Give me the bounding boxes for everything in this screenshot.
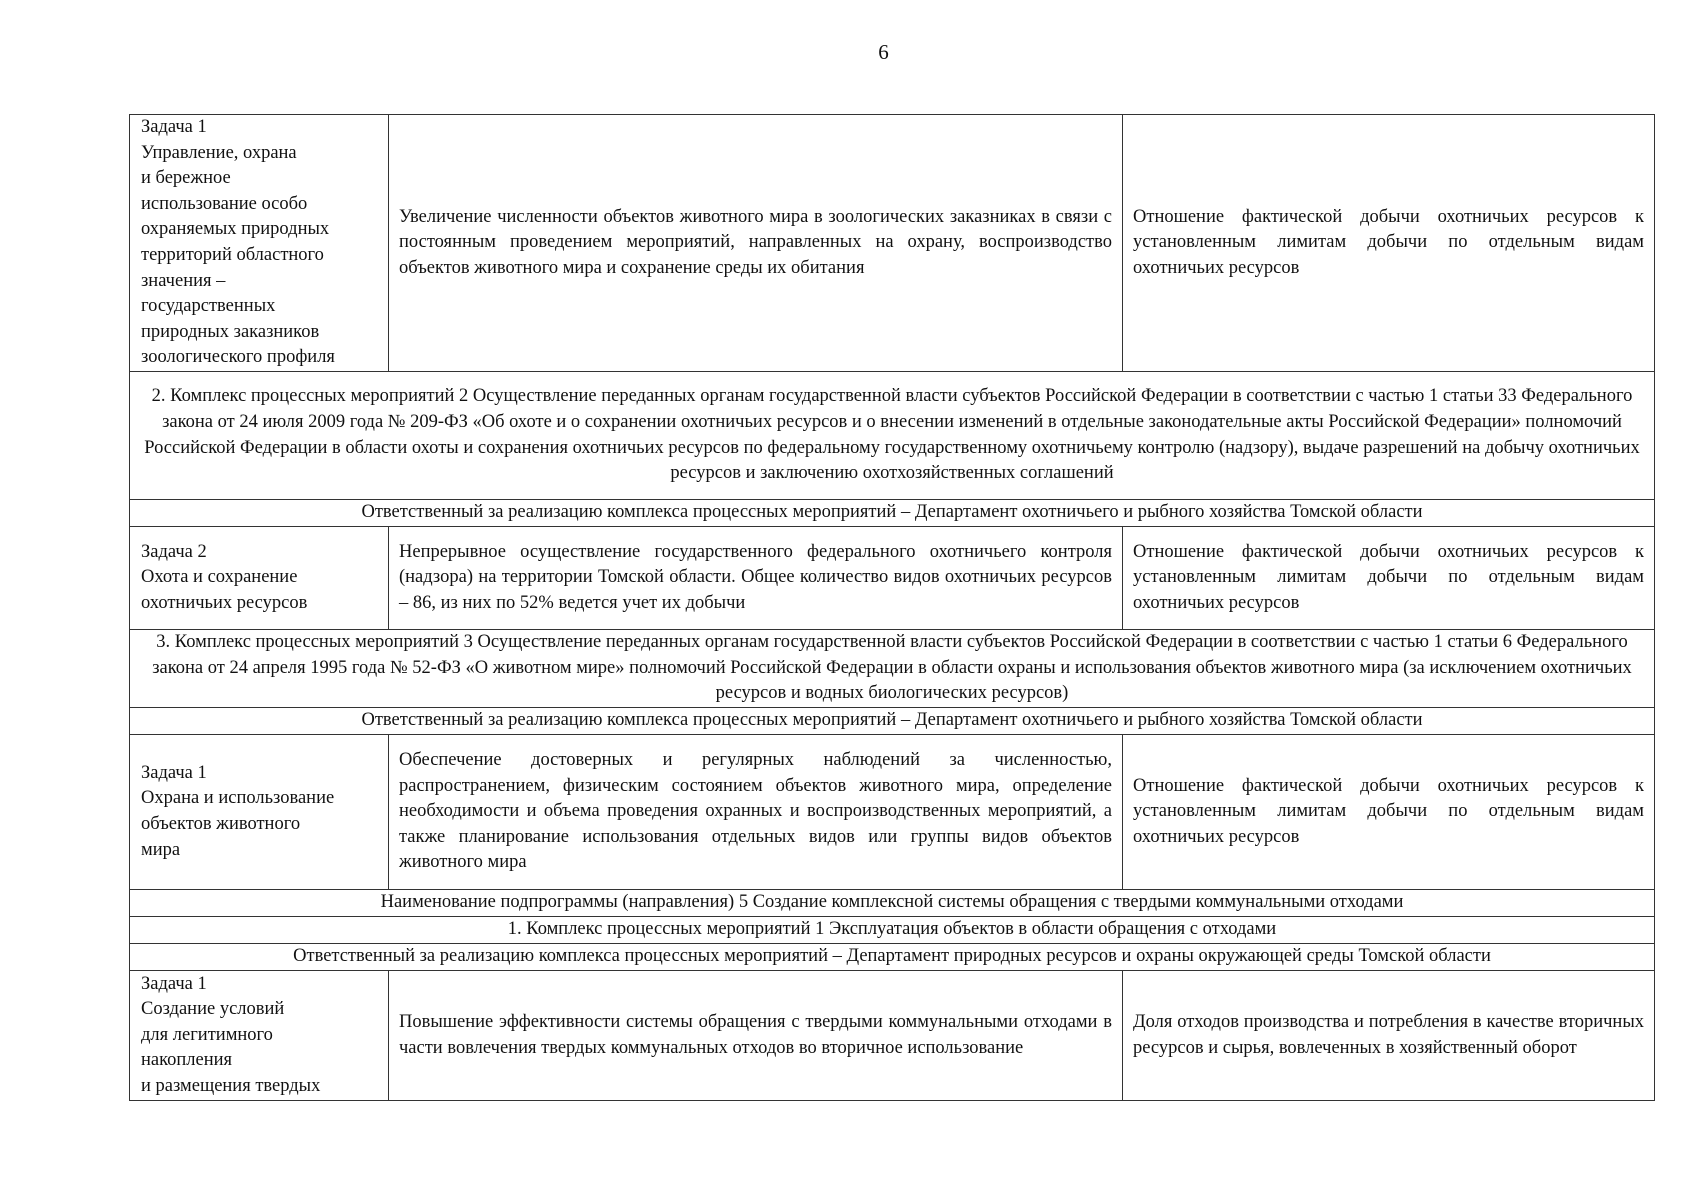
- responsible-text: Ответственный за реализацию комплекса процессных мероприятий – Департамент природных ресурсов и охраны окружающей среды Томской области: [130, 944, 1655, 971]
- section-row: [130, 917, 1655, 944]
- section-row: [130, 630, 1655, 708]
- goal-cell: Повышение эффективности системы обращения с твердыми коммунальными отходами в части вовлечения твердых коммунальных отходов во вторичное использование: [389, 971, 1123, 1101]
- task-text: Задача 2 Охота и сохранение охотничьих ресурсов: [141, 541, 308, 613]
- program-table: [129, 114, 1655, 1101]
- responsible-row: [130, 708, 1655, 735]
- task-cell: [130, 735, 389, 890]
- indicator-cell: Отношение фактической добычи охотничьих ресурсов к установленным лимитам добычи по отдельным видам охотничьих ресурсов: [1123, 735, 1655, 890]
- indicator-cell: Отношение фактической добычи охотничьих ресурсов к установленным лимитам добычи по отдельным видам охотничьих ресурсов: [1123, 115, 1655, 372]
- subprogram-title: Наименование подпрограммы (направления) 5 Создание комплексной системы обращения с твердыми коммунальными отходами: [130, 890, 1655, 917]
- goal-cell: Обеспечение достоверных и регулярных наблюдений за численностью, распространением, физическим состоянием объектов животного мира, определение необходимости и объема проведения охранных и воспроизводственных мероприятий, а также планирование использования отдельных видов или группы видов объектов животного мира: [389, 735, 1123, 890]
- indicator-cell: Отношение фактической добычи охотничьих ресурсов к установленным лимитам добычи по отдельным видам охотничьих ресурсов: [1123, 527, 1655, 630]
- task-text: Задача 1 Управление, охрана и бережное использование особо охраняемых природных территорий областного значения – государственных природных заказников зоологического профиля: [141, 117, 335, 368]
- responsible-row: [130, 944, 1655, 971]
- complex-title: 1. Комплекс процессных мероприятий 1 Эксплуатация объектов в области обращения с отходами: [130, 917, 1655, 944]
- page-number: 6: [878, 40, 889, 64]
- task-cell: [130, 527, 389, 630]
- complex-title: 2. Комплекс процессных мероприятий 2 Осуществление переданных органам государственной власти субъектов Российской Федерации в соответствии с частью 1 статьи 33 Федерального закона от 24 июля 2009 года № 209-ФЗ «Об охоте и о сохранении охотничьих ресурсов и о внесении изменений в отдельные законодательные акты Российской Федерации» полномочий Российской Федерации в области охоты и сохранения охотничьих ресурсов по федеральному государственному охотничьему контролю (надзору), выдаче разрешений на добычу охотничьих ресурсов и заключению охотхозяйственных соглашений: [130, 372, 1655, 500]
- goal-cell: Увеличение численности объектов животного мира в зоологических заказниках в связи с постоянным проведением мероприятий, направленных на охрану, воспроизводство объектов животного мира и сохранение среды их обитания: [389, 115, 1123, 372]
- task-text: Задача 1 Охрана и использование объектов животного мира: [141, 762, 335, 860]
- responsible-text: Ответственный за реализацию комплекса процессных мероприятий – Департамент охотничьего и рыбного хозяйства Томской области: [130, 708, 1655, 735]
- complex-title: 3. Комплекс процессных мероприятий 3 Осуществление переданных органам государственной власти субъектов Российской Федерации в соответствии с частью 1 статьи 6 Федерального закона от 24 апреля 1995 года № 52-ФЗ «О животном мире» полномочий Российской Федерации в области охраны и использования объектов животного мира (за исключением охотничьих ресурсов и водных биологических ресурсов): [130, 630, 1655, 708]
- task-cell: [130, 971, 389, 1101]
- responsible-text: Ответственный за реализацию комплекса процессных мероприятий – Департамент охотничьего и рыбного хозяйства Томской области: [130, 500, 1655, 527]
- table-row: [130, 527, 1655, 630]
- responsible-row: [130, 500, 1655, 527]
- subprogram-row: [130, 890, 1655, 917]
- indicator-cell: Доля отходов производства и потребления в качестве вторичных ресурсов и сырья, вовлеченных в хозяйственный оборот: [1123, 971, 1655, 1101]
- table-row: [130, 735, 1655, 890]
- goal-cell: Непрерывное осуществление государственного федерального охотничьего контроля (надзора) на территории Томской области. Общее количество видов охотничьих ресурсов – 86, из них по 52% ведется учет их добычи: [389, 527, 1123, 630]
- table-row: [130, 971, 1655, 1101]
- table-row: [130, 115, 1655, 372]
- section-row: [130, 372, 1655, 500]
- task-text: Задача 1 Создание условий для легитимного накопления и размещения твердых: [141, 973, 321, 1096]
- task-cell: [130, 115, 389, 372]
